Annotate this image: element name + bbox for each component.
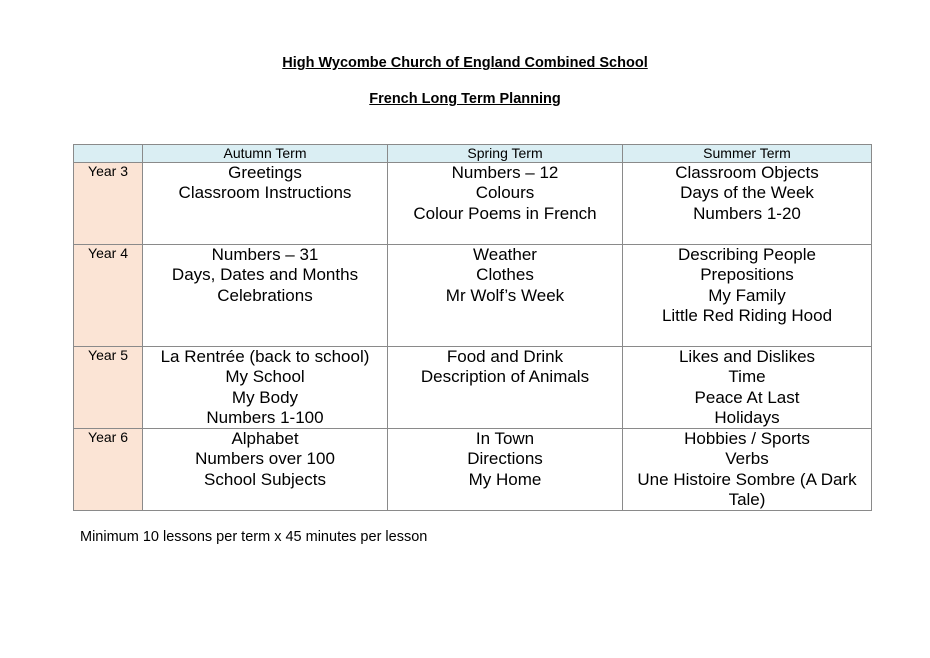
topic: Numbers 1-20 <box>693 203 801 223</box>
topic: Days of the Week <box>680 183 814 203</box>
summer-topics <box>623 245 872 347</box>
topic: Describing People <box>678 245 816 264</box>
table-row-year-6 <box>74 429 872 511</box>
topic: Numbers over 100 <box>195 449 335 469</box>
spring-topics <box>388 245 623 347</box>
topic: My Family <box>708 285 786 305</box>
topic: Alphabet <box>231 429 299 449</box>
lesson-time-note: Minimum 10 lessons per term x 45 minutes per lesson <box>80 529 428 545</box>
topic: Days, Dates and Months <box>171 265 359 285</box>
topic: My Body <box>231 387 299 407</box>
year-label: Year 4 <box>74 245 143 347</box>
document-subtitle: French Long Term Planning <box>369 91 561 107</box>
autumn-topics <box>143 347 388 429</box>
topic: Mr Wolf’s Week <box>445 285 565 305</box>
topic: La Rentrée (back to school) <box>160 347 370 366</box>
topic: Greetings <box>228 163 302 182</box>
topic: Prepositions <box>700 265 794 285</box>
topic: Numbers 1-100 <box>206 407 324 427</box>
document-title: High Wycombe Church of England Combined School <box>282 55 648 71</box>
table-row-year-4 <box>74 245 872 347</box>
table-row-year-3 <box>74 163 872 245</box>
topic: My Home <box>468 469 542 489</box>
topic: Clothes <box>476 265 534 285</box>
year-label: Year 5 <box>74 347 143 429</box>
topic: Likes and Dislikes <box>678 347 816 366</box>
header-autumn-term: Autumn Term <box>143 145 388 163</box>
topic: Hobbies / Sports <box>684 429 810 449</box>
topic: Colours <box>475 183 535 203</box>
year-label: Year 3 <box>74 163 143 245</box>
planning-table <box>73 144 872 511</box>
summer-topics <box>623 429 872 511</box>
topic: Numbers – 31 <box>211 245 319 264</box>
spring-topics <box>388 347 623 429</box>
autumn-topics <box>143 429 388 511</box>
topic: Verbs <box>725 449 769 469</box>
header-corner-cell <box>74 145 143 163</box>
topic: In Town <box>475 429 535 449</box>
topic: Peace At Last <box>694 387 800 407</box>
header-summer-term: Summer Term <box>623 145 872 163</box>
topic: Classroom Objects <box>675 163 819 182</box>
topic: Holidays <box>714 407 780 427</box>
topic: Celebrations <box>217 285 313 305</box>
topic: Colour Poems in French <box>413 203 597 223</box>
header-row <box>74 145 872 163</box>
table-row-year-5 <box>74 347 872 429</box>
spring-topics <box>388 163 623 245</box>
spring-topics <box>388 429 623 511</box>
autumn-topics <box>143 245 388 347</box>
autumn-topics <box>143 163 388 245</box>
topic: Weather <box>473 245 537 264</box>
topic: Directions <box>467 449 543 469</box>
topic: Food and Drink <box>446 347 564 366</box>
topic: Classroom Instructions <box>178 183 352 203</box>
topic: School Subjects <box>204 469 326 489</box>
topic: Little Red Riding Hood <box>661 305 833 325</box>
topic: Numbers – 12 <box>451 163 559 182</box>
topic: My School <box>225 367 305 387</box>
header-spring-term: Spring Term <box>388 145 623 163</box>
year-label: Year 6 <box>74 429 143 511</box>
topic: Time <box>728 367 766 387</box>
summer-topics <box>623 347 872 429</box>
summer-topics <box>623 163 872 245</box>
topic: Description of Animals <box>420 367 590 387</box>
topic: Une Histoire Sombre (A Dark Tale) <box>637 469 857 510</box>
